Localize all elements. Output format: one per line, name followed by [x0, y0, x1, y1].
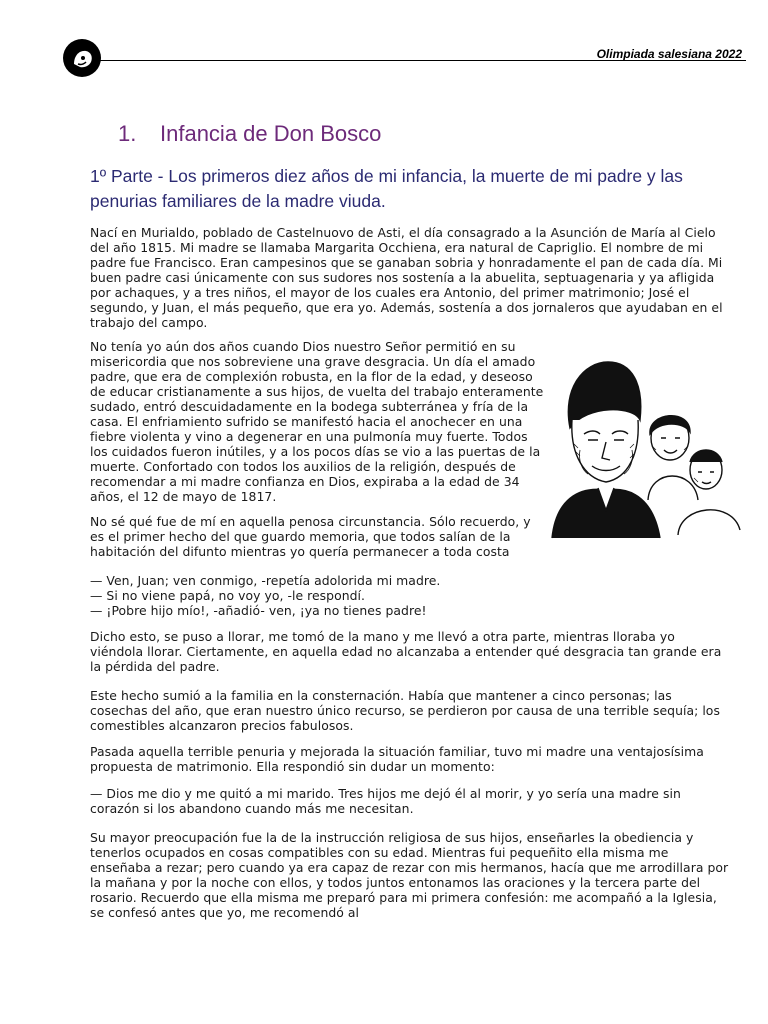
- dialogue-line: — Si no viene papá, no voy yo, -le respondí.: [90, 588, 366, 603]
- paragraph-memory: No sé qué fue de mí en aquella penosa circunstancia. Sólo recuerdo, y es el primer hecho del que guardo memoria, que todos salían de la habitación del difunto mientras yo quería permanecer a toda costa: [90, 514, 531, 559]
- don-bosco-illustration: [548, 350, 748, 540]
- paragraph-crying: Dicho esto, se puso a llorar, me tomó de la mano y me llevó a otra parte, mientras lloraba yo viéndola llorar. Ciertamente, en aquella edad no alcanzaba a entender qué desgracia tan grande era la pérdida del padre.: [90, 629, 722, 674]
- paragraph-birth: Nací en Murialdo, poblado de Castelnuovo de Asti, el día consagrado a la Asunción de María al Cielo del año 1815. Mi madre se llamaba Margarita Occhiena, era natural de Capriglio. El nombre de mi padre fue Francisco. Eran campesinos que se ganaban sobria y honradamente el pan de cada día. Mi buen padre casi únicamente con sus sudores nos sostenía a la abuelita, septuagenaria y ya afligida por achaques, y a tres niños, el mayor de los cuales era Antonio, del primer matrimonio; José el segundo, y Juan, el más pequeño, que era yo. Además, sostenía a dos jornaleros que ayudaban en el trabajo del campo.: [90, 225, 723, 330]
- dialogue-line: — ¡Pobre hijo mío!, -añadió- ven, ¡ya no tienes padre!: [90, 603, 427, 618]
- header-logo-icon: [62, 38, 102, 78]
- paragraph-consternation: Este hecho sumió a la familia en la consternación. Había que mantener a cinco personas; las cosechas del año, que eran nuestro único recurso, se perdieron por causa de una terrible sequía; los comestibles alcanzaron precios fabulosos.: [90, 688, 720, 733]
- section-heading: [118, 121, 381, 147]
- section-title: Infancia de Don Bosco: [160, 121, 382, 146]
- dialogue-block: [90, 573, 730, 618]
- section-number: 1.: [118, 121, 137, 146]
- part-subtitle: 1º Parte - Los primeros diez años de mi infancia, la muerte de mi padre y las penurias familiares de la madre viuda.: [90, 166, 683, 211]
- paragraph-mother-reply: — Dios me dio y me quitó a mi marido. Tres hijos me dejó él al morir, y yo sería una madre sin corazón si los abandono cuando más me necesitan.: [90, 786, 681, 816]
- paragraph-proposal: Pasada aquella terrible penuria y mejorada la situación familiar, tuvo mi madre una ventajosísima propuesta de matrimonio. Ella respondió sin dudar un momento:: [90, 744, 704, 774]
- paragraph-father-death: No tenía yo aún dos años cuando Dios nuestro Señor permitió en su misericordia que nos sobreviene una grave desgracia. Un día el amado padre, que era de complexión robusta, en la flor de la edad, y deseoso de educar cristianamente a sus hijos, de vuelta del trabajo enteramente sudado, entró descuidadamente en la bodega subterránea y fría de la casa. El enfriamiento sufrido se manifestó hacia el anochecer en una fiebre violenta y vino a degenerar en una pulmonía muy fuerte. Todos los cuidados fueron inútiles, y a los pocos días se vio a las puertas de la muerte. Confortado con todos los auxilios de la religión, después de recomendar a mi madre confianza en Dios, expiraba a la edad de 34 años, el 12 de mayo de 1817.: [90, 339, 544, 504]
- header-title: Olimpiada salesiana 2022: [596, 47, 742, 61]
- dialogue-line: — Ven, Juan; ven conmigo, -repetía adolorida mi madre.: [90, 573, 441, 588]
- paragraph-religious-instruction: Su mayor preocupación fue la de la instrucción religiosa de sus hijos, enseñarles la obediencia y tenerlos ocupados en cosas compatibles con su edad. Mientras fui pequeñito ella misma me enseñaba a rezar; pero cuando ya era capaz de rezar con mis hermanos, hacía que me arrodillara por la mañana y por la noche con ellos, y todos juntos entonamos las oraciones y la tercera parte del rosario. Recuerdo que ella misma me preparó para mi primera confesión: me acompañó a la Iglesia, se confesó antes que yo, me recomendó al: [90, 830, 729, 920]
